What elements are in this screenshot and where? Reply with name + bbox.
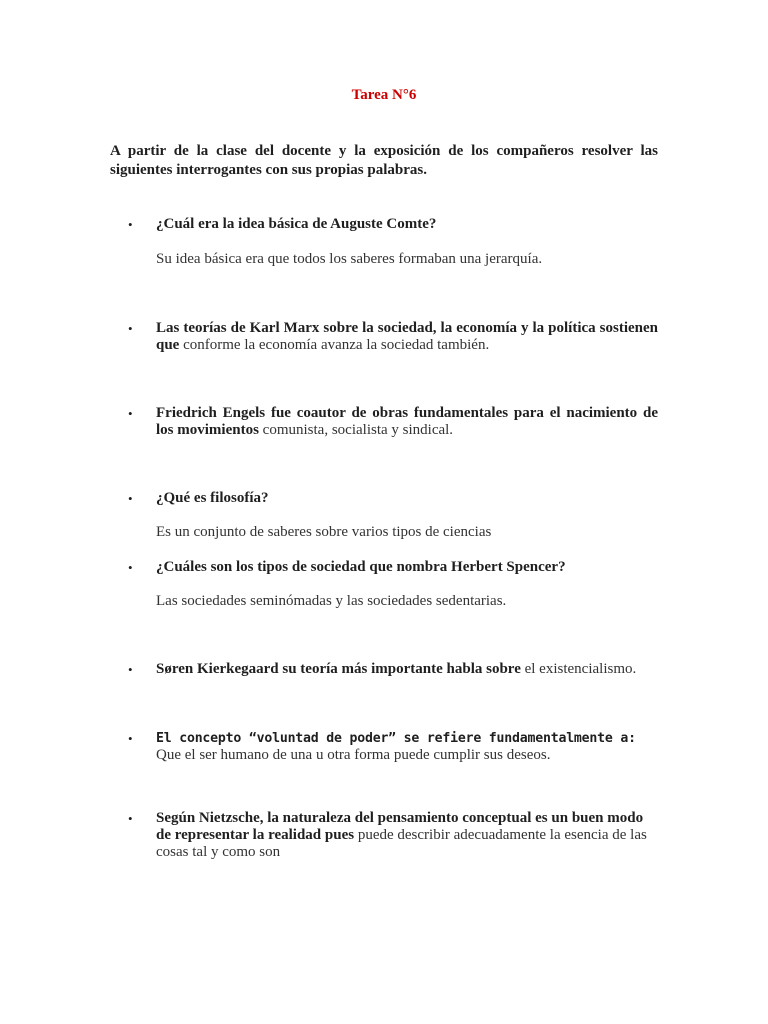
- question-text: Søren Kierkegaard su teoría más importante habla sobre: [156, 661, 521, 677]
- answer-text: el existencialismo.: [520, 661, 637, 677]
- question-text: Las teorías de Karl Marx sobre la sociedad, la economía y la política sostienen que: [156, 320, 658, 353]
- answer-text: comunista, socialista y sindical.: [258, 422, 454, 438]
- bullet-icon: •: [128, 321, 133, 336]
- bullet-icon: •: [128, 811, 133, 826]
- list-item: [110, 730, 658, 764]
- question-text: Según Nietzsche, la naturaleza del pensamiento conceptual es un buen modo de representar la realidad pues: [156, 810, 644, 843]
- question-text: Friedrich Engels fue coautor de obras fundamentales para el nacimiento de los movimientos: [156, 405, 658, 438]
- list-item: [110, 216, 658, 233]
- question-text: ¿Qué es filosofía?: [156, 490, 269, 506]
- list-item: [110, 490, 658, 507]
- answer-text: puede describir adecuadamente la esencia de las cosas tal y como son: [156, 827, 647, 860]
- document-title: Tarea N°6: [351, 87, 417, 103]
- bullet-icon: •: [128, 560, 133, 575]
- bullet-icon: •: [128, 491, 133, 506]
- answer-text: Su idea básica era que todos los saberes formaban una jerarquía.: [156, 251, 543, 267]
- list-item: [110, 810, 658, 861]
- bullet-icon: •: [128, 406, 133, 421]
- intro-paragraph: A partir de la clase del docente y la exposición de los compañeros resolver las siguientes interrogantes con sus propias palabras.: [110, 143, 658, 178]
- bullet-icon: •: [128, 731, 133, 746]
- list-item: [110, 559, 658, 576]
- question-text: ¿Cuál era la idea básica de Auguste Comte?: [156, 216, 437, 232]
- list-item: [110, 405, 658, 439]
- bullet-icon: •: [128, 217, 133, 232]
- answer-text: Que el ser humano de una u otra forma puede cumplir sus deseos.: [156, 747, 551, 763]
- answer-text: Las sociedades seminómadas y las sociedades sedentarias.: [156, 593, 507, 609]
- list-item: [110, 320, 658, 354]
- list-item: [110, 661, 658, 678]
- question-text: ¿Cuáles son los tipos de sociedad que nombra Herbert Spencer?: [156, 559, 566, 575]
- question-text: El concepto “voluntad de poder” se refiere fundamentalmente a:: [156, 731, 636, 746]
- answer-text: conforme la economía avanza la sociedad también.: [179, 337, 490, 353]
- bullet-icon: •: [128, 662, 133, 677]
- answer-text: Es un conjunto de saberes sobre varios tipos de ciencias: [156, 524, 492, 540]
